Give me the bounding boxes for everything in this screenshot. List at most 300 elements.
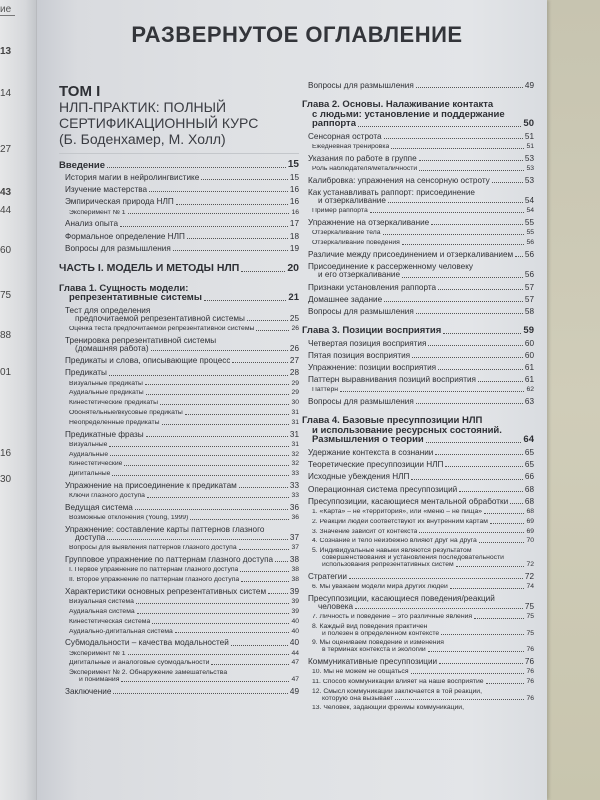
dot-leader xyxy=(275,561,288,562)
toc-entry xyxy=(302,461,534,469)
toc-page-number: 51 xyxy=(526,142,534,150)
toc-page-number: 55 xyxy=(526,229,534,237)
toc-entry xyxy=(59,599,299,606)
dot-leader xyxy=(358,126,521,127)
toc-entry xyxy=(59,400,299,407)
dot-leader xyxy=(443,333,521,334)
dot-leader xyxy=(107,167,286,168)
toc-entry xyxy=(59,493,299,500)
toc-entry xyxy=(302,658,534,666)
toc-entry-title: 2. Реакции людей соответствуют их внутренним картам xyxy=(312,518,488,525)
dot-leader xyxy=(456,566,525,567)
toc-entry-title: Вопросы для размышления xyxy=(65,244,171,253)
dot-leader xyxy=(419,170,524,171)
toc-page-number: 60 xyxy=(524,350,534,360)
toc-entry xyxy=(59,461,299,468)
toc-entry-title: Глава 3. Позиции восприятия xyxy=(302,326,442,336)
page-title: РАЗВЕРНУТОЕ ОГЛАВЛЕНИЕ xyxy=(131,22,463,47)
toc-entry-title: Четвертая позиция восприятия xyxy=(308,339,427,348)
toc-entry-title: Признаки установления раппорта xyxy=(308,283,437,292)
toc-page-number: 33 xyxy=(291,470,299,478)
toc-entry-title-line: Как устанавливать раппорт: присоединение xyxy=(308,187,475,197)
toc-entry xyxy=(302,230,534,237)
toc-entry-title: Аудиальная система xyxy=(69,608,135,615)
toc-entry xyxy=(59,410,299,417)
toc-entry xyxy=(302,177,534,185)
previous-page-number: 13 xyxy=(0,46,12,57)
toc-entry-title-line: 8. Каждый вид поведения практичен xyxy=(312,622,428,630)
dot-leader xyxy=(211,664,289,665)
toc-entry xyxy=(302,416,534,445)
toc-entry-title: 10. Мы не можем не общаться xyxy=(312,669,409,676)
divider xyxy=(59,153,299,154)
toc-page-number: 31 xyxy=(291,418,299,426)
previous-page-number: 44 xyxy=(0,205,12,216)
toc-entry-title: которую она вызывает xyxy=(322,695,394,702)
toc-entry-title: (домашняя работа) xyxy=(75,344,149,353)
toc-entry-title: Субмодальности – качества модальностей xyxy=(65,639,229,648)
toc-page-number: 37 xyxy=(291,544,299,552)
dot-leader xyxy=(151,350,288,351)
toc-entry-title: Возможные отклонения (Young, 1999) xyxy=(69,515,189,522)
toc-page-number: 50 xyxy=(523,118,534,130)
dot-leader xyxy=(256,330,289,331)
toc-entry-title-line: Упражнение: составление карты паттернов глазного xyxy=(65,524,265,534)
toc-page-number: 32 xyxy=(291,460,299,468)
toc-entry-title: Вопросы для размышления xyxy=(308,398,414,407)
toc-entry-title: и полезен в определенном контексте xyxy=(322,630,440,637)
dot-leader xyxy=(149,191,288,192)
toc-entry-title: Домашнее задание xyxy=(308,295,383,304)
toc-entry-title-line: и использование ресурсных состояний. xyxy=(312,424,502,436)
toc-entry-title: Удержание контекста в сознании xyxy=(308,448,434,457)
toc-entry-title: Эксперимент № 1 xyxy=(69,209,126,216)
toc-entry xyxy=(59,588,299,596)
toc-entry-title: Вопросы для размышления xyxy=(308,307,414,316)
toc-entry xyxy=(59,577,299,584)
dot-leader xyxy=(152,623,289,624)
book-page xyxy=(37,0,547,800)
toc-entry xyxy=(302,679,534,686)
dot-leader xyxy=(402,277,523,278)
toc-entry xyxy=(302,398,534,406)
toc-entry xyxy=(59,381,299,388)
toc-entry-title: Упражнение на отзеркаливание xyxy=(308,219,430,228)
toc-entry xyxy=(59,651,299,658)
toc-entry-title: человека xyxy=(318,602,354,611)
toc-page-number: 75 xyxy=(526,629,534,637)
toc-entry-title-line: 5. Индивидуальные навыки являются результатом xyxy=(312,547,472,555)
toc-entry xyxy=(59,609,299,616)
dot-leader xyxy=(479,542,525,543)
toc-page-number: 40 xyxy=(289,638,299,648)
toc-entry-title: Различие между присоединением и отзеркаливанием xyxy=(308,250,514,259)
toc-entry-title: Групповое упражнение по паттернам глазного доступа xyxy=(65,556,274,565)
previous-page-number: 30 xyxy=(0,474,12,485)
toc-entry-title: 4. Сознание и тело неизбежно влияют друг на друга xyxy=(312,538,477,545)
toc-entry-title: Пример раппорта xyxy=(312,208,368,215)
toc-entry xyxy=(59,482,299,490)
toc-entry-title: Неопределенные предикаты xyxy=(69,419,160,426)
dot-leader xyxy=(349,578,523,579)
toc-entry xyxy=(59,471,299,478)
toc-entry xyxy=(302,308,534,316)
dot-leader xyxy=(109,446,289,447)
toc-page-number: 56 xyxy=(524,249,534,259)
dot-leader xyxy=(128,213,290,214)
toc-page-number: 49 xyxy=(289,686,299,696)
toc-entry xyxy=(59,660,299,667)
toc-page-number: 28 xyxy=(289,368,299,378)
dot-leader xyxy=(240,571,289,572)
toc-entry xyxy=(302,595,534,611)
toc-entry xyxy=(59,545,299,552)
toc-entry-title: использования репрезентативных систем xyxy=(322,561,454,568)
toc-entry-title-line: Пресуппозиции, касающиеся поведения/реакций xyxy=(308,593,495,603)
dot-leader xyxy=(395,699,524,700)
toc-entry xyxy=(59,619,299,626)
toc-page-number: 44 xyxy=(291,649,299,657)
toc-page-number: 30 xyxy=(291,399,299,407)
toc-entry xyxy=(59,357,299,365)
toc-entry-title: 6. Мы уважаем модели мира других людей xyxy=(312,583,448,590)
toc-entry xyxy=(59,326,299,333)
toc-page-number: 19 xyxy=(289,243,299,253)
dot-leader xyxy=(137,613,290,614)
toc-page-number: 31 xyxy=(291,440,299,448)
toc-entry xyxy=(302,166,534,173)
dot-leader xyxy=(355,608,523,609)
previous-page-number: 88 xyxy=(0,330,12,341)
dot-leader xyxy=(121,681,289,682)
toc-entry-title-line: совершенствования и установления последовательности xyxy=(322,553,504,561)
toc-page-number: 74 xyxy=(526,582,534,590)
dot-leader xyxy=(175,632,290,633)
previous-page-number: 14 xyxy=(0,88,12,99)
toc-entry xyxy=(59,515,299,522)
dot-leader xyxy=(146,436,288,437)
toc-entry-title: 13. Человек, задающий фреймы коммуникации, xyxy=(312,705,464,712)
toc-entry xyxy=(302,133,534,141)
toc-entry-title: Указания по работе в группе xyxy=(308,154,417,163)
dot-leader xyxy=(232,362,287,363)
toc-entry xyxy=(302,548,534,568)
toc-page-number: 39 xyxy=(289,586,299,596)
toc-entry xyxy=(302,387,534,394)
dot-leader xyxy=(439,663,523,664)
toc-entry-title: Дигитальные и аналоговые субмодальности xyxy=(69,660,210,667)
dot-leader xyxy=(441,634,524,635)
toc-entry-title: II. Второе упражнение по паттернам глазного доступа xyxy=(69,577,240,584)
toc-entry-title: Ведущая система xyxy=(65,503,133,512)
toc-entry-title: Предикаты xyxy=(65,369,107,378)
toc-entry xyxy=(59,198,299,206)
toc-entry xyxy=(59,452,299,459)
toc-page-number: 69 xyxy=(526,517,534,525)
toc-entry xyxy=(59,420,299,427)
toc-entry-title: Предикатные фразы xyxy=(65,430,144,439)
toc-entry-title: Кинестетические xyxy=(69,461,123,468)
toc-page-number: 60 xyxy=(524,338,534,348)
toc-page-number: 63 xyxy=(524,397,534,407)
dot-leader xyxy=(190,519,289,520)
toc-page-number: 31 xyxy=(291,408,299,416)
toc-page-number: 25 xyxy=(289,313,299,323)
toc-entry-title: Кинестетическая система xyxy=(69,618,151,625)
toc-entry xyxy=(302,219,534,227)
toc-page-number: 17 xyxy=(289,219,299,229)
toc-entry-title-line: 9. Мы оцениваем поведение и изменения xyxy=(312,639,444,647)
toc-left-entries xyxy=(59,160,299,696)
toc-entry xyxy=(302,529,534,536)
previous-page-number: 16 xyxy=(0,448,12,459)
dot-leader xyxy=(204,300,286,301)
dot-leader xyxy=(107,539,288,540)
toc-page-number: 56 xyxy=(526,239,534,247)
dot-leader xyxy=(136,603,289,604)
dot-leader xyxy=(492,182,523,183)
toc-entry xyxy=(59,526,299,542)
toc-entry-title: История магии в нейролингвистике xyxy=(65,174,200,182)
toc-entry xyxy=(59,504,299,512)
toc-page-number: 68 xyxy=(524,484,534,494)
toc-page-number: 54 xyxy=(526,207,534,215)
dot-leader xyxy=(160,404,289,405)
dot-leader xyxy=(109,375,288,376)
toc-entry-title: Ежедневная тренировка xyxy=(312,143,390,150)
toc-page-number: 16 xyxy=(291,208,299,216)
toc-entry-title: Аудиально-дигитальная система xyxy=(69,628,173,635)
toc-page-number: 56 xyxy=(524,270,534,280)
previous-page-header: ие xyxy=(0,4,15,16)
toc-page-number: 62 xyxy=(526,386,534,394)
toc-entry xyxy=(302,614,534,621)
toc-page-number: 38 xyxy=(291,566,299,574)
toc-entry xyxy=(59,220,299,228)
toc-page-number: 33 xyxy=(289,480,299,490)
toc-page-number: 39 xyxy=(291,607,299,615)
dot-leader xyxy=(416,87,523,88)
toc-page-number: 26 xyxy=(289,343,299,353)
toc-entry-title: Стратегии xyxy=(308,572,347,581)
toc-entry-title: Введение xyxy=(59,160,106,170)
toc-entry-title: предпочитаемой репрезентативной системы xyxy=(75,314,245,323)
toc-entry-title-line: Глава 1. Сущность модели: xyxy=(59,282,189,294)
toc-entry-title: Обонятельные/вкусовые предикаты xyxy=(69,409,183,416)
dot-leader xyxy=(162,424,290,425)
previous-page-number: 43 xyxy=(0,187,12,198)
toc-entry-title: Коммуникативные пресуппозиции xyxy=(308,657,438,666)
toc-entry-title: Упражнение: позиции восприятия xyxy=(308,364,437,373)
toc-entry-title: Эмпирическая природа НЛП xyxy=(65,198,174,207)
toc-page-number: 53 xyxy=(524,175,534,185)
dot-leader xyxy=(145,384,290,385)
dot-leader xyxy=(241,271,285,272)
previous-page-edge xyxy=(0,0,37,800)
toc-entry-title: 1. «Карта» – не «территория», или «меню – не пища» xyxy=(312,508,483,515)
toc-entry xyxy=(302,263,534,279)
toc-page-number: 49 xyxy=(524,81,534,90)
dot-leader xyxy=(176,204,288,205)
toc-page-number: 57 xyxy=(524,282,534,292)
toc-entry xyxy=(59,670,299,684)
toc-entry xyxy=(302,352,534,360)
toc-entry xyxy=(302,486,534,494)
toc-entry-title: 3. Значение зависит от контекста xyxy=(312,528,418,535)
toc-entry-title-line: Тест для определения xyxy=(65,305,151,315)
dot-leader xyxy=(486,683,525,684)
toc-entry xyxy=(302,100,534,129)
toc-entry xyxy=(302,669,534,676)
toc-page-number: 39 xyxy=(291,598,299,606)
toc-entry xyxy=(302,376,534,384)
toc-entry-title-line: Присоединение к рассерженному человеку xyxy=(308,262,473,272)
toc-entry xyxy=(302,340,534,348)
toc-entry-title: Отзеркаливание поведения xyxy=(312,240,400,247)
toc-entry xyxy=(302,364,534,372)
dot-leader xyxy=(268,593,288,594)
toc-entry-title: Паттерн xyxy=(312,387,338,394)
toc-entry xyxy=(302,584,534,591)
toc-entry-title: Теоретические пресуппозиции НЛП xyxy=(308,461,444,470)
toc-entry xyxy=(302,326,534,336)
dot-leader xyxy=(383,234,525,235)
toc-entry-title: Отзеркаливание тела xyxy=(312,230,381,237)
toc-entry xyxy=(302,519,534,526)
dot-leader xyxy=(411,479,522,480)
toc-entry-title: 7. Личность и поведение – это различные явления xyxy=(312,613,473,620)
toc-entry xyxy=(302,624,534,638)
toc-right-column xyxy=(302,78,534,712)
toc-entry-title: I. Первое упражнение по паттернам глазного доступа xyxy=(69,567,239,574)
previous-page-number: 27 xyxy=(0,144,12,155)
dot-leader xyxy=(128,654,290,655)
toc-entry-title: Кинестетические предикаты xyxy=(69,400,158,407)
dot-leader xyxy=(435,454,523,455)
toc-entry xyxy=(59,431,299,439)
dot-leader xyxy=(241,581,289,582)
toc-page-number: 68 xyxy=(524,496,534,506)
toc-entry xyxy=(59,390,299,397)
toc-page-number: 76 xyxy=(526,668,534,676)
toc-entry xyxy=(302,284,534,292)
toc-page-number: 18 xyxy=(289,231,299,241)
toc-page-number: 66 xyxy=(524,472,534,482)
toc-page-number: 61 xyxy=(524,375,534,385)
toc-entry xyxy=(59,629,299,636)
toc-page-number: 51 xyxy=(524,131,534,141)
toc-entry xyxy=(302,208,534,215)
toc-entry xyxy=(302,689,534,703)
dot-leader xyxy=(135,509,288,510)
dot-leader xyxy=(416,403,523,404)
toc-page-number: 29 xyxy=(291,389,299,397)
dot-leader xyxy=(428,345,522,346)
previous-page-number: 60 xyxy=(0,245,12,256)
dot-leader xyxy=(173,250,288,251)
dot-leader xyxy=(113,693,288,694)
dot-leader xyxy=(445,466,523,467)
toc-page-number: 76 xyxy=(526,646,534,654)
dot-leader xyxy=(384,301,523,302)
dot-leader xyxy=(484,513,524,514)
dot-leader xyxy=(120,226,288,227)
toc-entry xyxy=(302,538,534,545)
toc-right-entries xyxy=(302,82,534,712)
dot-leader xyxy=(340,391,524,392)
toc-entry xyxy=(59,442,299,449)
dot-leader xyxy=(412,357,523,358)
toc-entry-title-line: Глава 2. Основы. Налаживание контакта xyxy=(302,99,494,111)
toc-entry xyxy=(302,296,534,304)
toc-entry xyxy=(59,556,299,564)
toc-entry xyxy=(59,160,299,170)
toc-entry-title: Характеристики основных репрезентативных систем xyxy=(65,587,267,596)
toc-entry-title: Визуальные предикаты xyxy=(69,380,143,387)
dot-leader xyxy=(510,503,523,504)
toc-page-number: 75 xyxy=(524,601,534,611)
toc-page-number: 26 xyxy=(291,324,299,332)
toc-entry-title: Размышления о теории xyxy=(312,435,424,445)
toc-page-number: 38 xyxy=(289,555,299,565)
toc-entry xyxy=(302,705,534,712)
dot-leader xyxy=(490,523,525,524)
volume-heading: ТОМ I xyxy=(59,83,101,100)
toc-entry xyxy=(59,186,299,194)
toc-page-number: 54 xyxy=(524,196,534,206)
toc-page-number: 69 xyxy=(526,527,534,535)
dot-leader xyxy=(247,320,288,321)
dot-leader xyxy=(438,369,523,370)
toc-entry xyxy=(302,251,534,259)
toc-page-number: 16 xyxy=(289,185,299,195)
toc-entry-title-line: с людьми: установление и поддержание xyxy=(312,108,505,120)
toc-page-number: 21 xyxy=(288,292,299,304)
toc-entry-title: Аудиальные предикаты xyxy=(69,390,144,397)
toc-page-number: 72 xyxy=(526,560,534,568)
dot-leader xyxy=(478,381,523,382)
dot-leader xyxy=(147,497,289,498)
volume-subtitle-line-2: СЕРТИФИКАЦИОННЫЙ КУРС xyxy=(59,115,259,131)
toc-entry-title: Изучение мастерства xyxy=(65,186,148,195)
toc-entry-title-line: Глава 4. Базовые пресуппозиции НЛП xyxy=(302,415,483,427)
toc-entry-title: ЧАСТЬ I. МОДЕЛЬ И МЕТОДЫ НЛП xyxy=(59,263,240,274)
toc-page-number: 40 xyxy=(291,617,299,625)
toc-entry-title: Пятая позиция восприятия xyxy=(308,351,411,360)
toc-page-number: 64 xyxy=(523,434,534,446)
toc-left-column xyxy=(59,78,299,696)
dot-leader xyxy=(110,455,289,456)
toc-entry-title-line: Эксперимент № 2. Обнаружение замешательства xyxy=(69,669,228,677)
toc-page-number: 55 xyxy=(524,218,534,228)
toc-page-number: 32 xyxy=(291,450,299,458)
dot-leader xyxy=(428,651,525,652)
dot-leader xyxy=(416,313,523,314)
toc-entry xyxy=(302,449,534,457)
toc-entry-title: репрезентативные системы xyxy=(69,293,202,303)
toc-entry-title: Эксперимент № 1 xyxy=(69,650,126,657)
toc-entry-title: Формальное определение НЛП xyxy=(65,232,185,241)
toc-page-number: 47 xyxy=(291,659,299,667)
volume-authors: (Б. Боденхамер, М. Холл) xyxy=(59,131,226,147)
toc-page-number: 70 xyxy=(526,537,534,545)
toc-page-number: 65 xyxy=(524,447,534,457)
toc-entry xyxy=(302,82,534,90)
toc-entry-title: Аудиальные xyxy=(69,451,109,458)
toc-entry-title: Операционная система пресуппозиций xyxy=(308,485,458,494)
toc-entry xyxy=(59,337,299,353)
toc-page-number: 72 xyxy=(524,571,534,581)
